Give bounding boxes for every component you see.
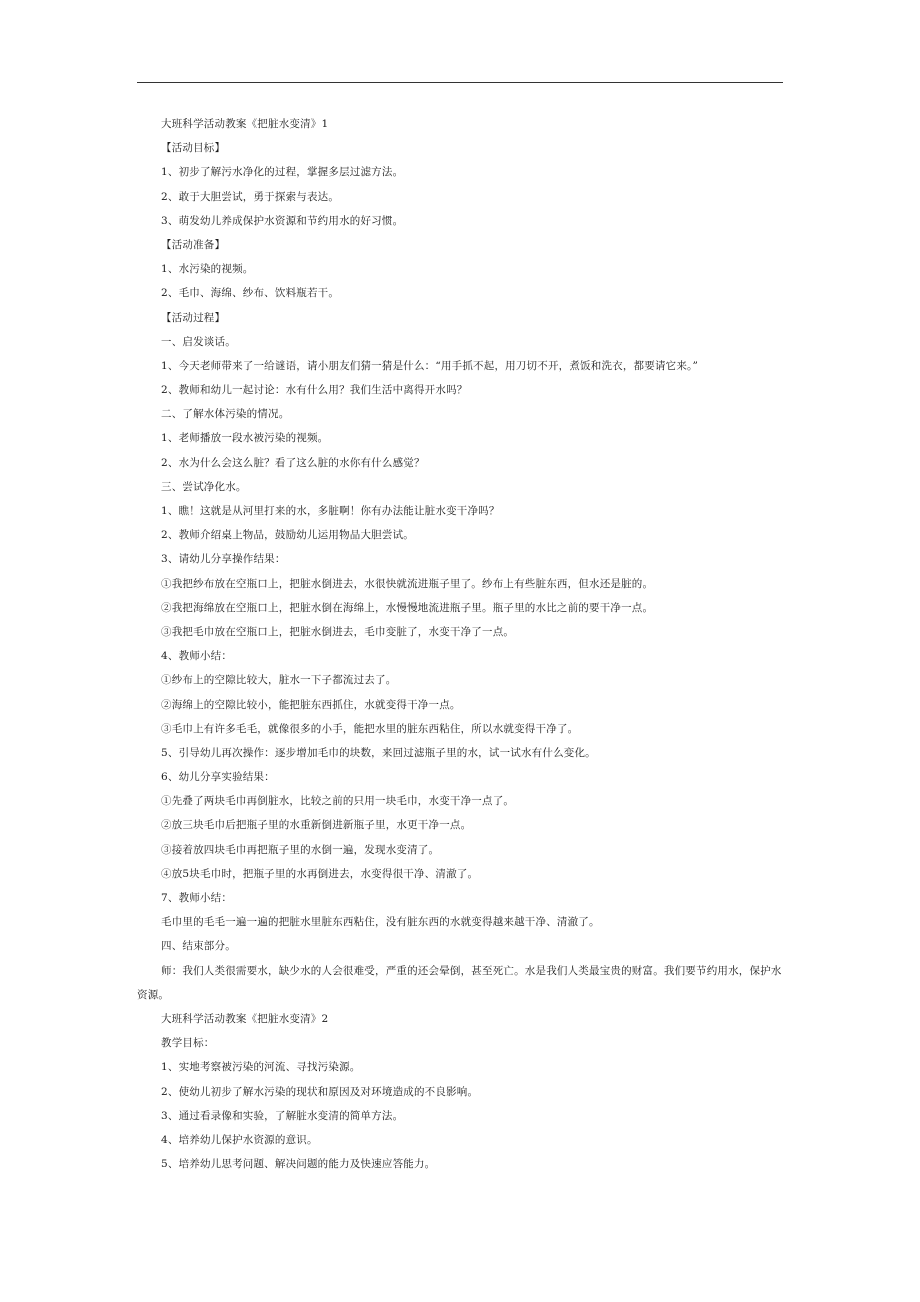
doc-line: ④放5块毛巾时，把瓶子里的水再倒进去，水变得很干净、清澈了。 xyxy=(161,867,479,880)
doc-line: 6、幼儿分享实验结果： xyxy=(161,771,275,784)
doc-line: 4、教师小结： xyxy=(161,650,233,663)
section-heading: 【活动过程】 xyxy=(161,311,226,324)
doc-line: 4、培养幼儿保护水资源的意识。 xyxy=(161,1133,318,1146)
doc-line: 1、实地考察被污染的河流、寻找污染源。 xyxy=(161,1061,361,1074)
doc-line: 毛巾里的毛毛一遍一遍的把脏水里脏东西粘住，没有脏东西的水就变得越来越干净、清澈了。 xyxy=(161,916,600,929)
doc-line: 1、老师播放一段水被污染的视频。 xyxy=(161,432,329,445)
doc-line: ①我把纱布放在空瓶口上，把脏水倒进去，水很快就流进瓶子里了。纱布上有些脏东西，但水还是脏的。 xyxy=(161,577,654,590)
doc-line: 1、初步了解污水净化的过程，掌握多层过滤方法。 xyxy=(161,166,404,179)
doc-line: 教学目标： xyxy=(161,1037,215,1050)
section-heading: 【活动目标】 xyxy=(161,142,226,155)
doc-line: 二、了解水体污染的情况。 xyxy=(161,408,290,421)
doc-line: 2、教师和幼儿一起讨论：水有什么用？我们生活中离得开水吗？ xyxy=(161,384,468,397)
doc-line: 3、萌发幼儿养成保护水资源和节约用水的好习惯。 xyxy=(161,214,404,227)
doc-line: 7、教师小结： xyxy=(161,892,233,904)
doc-line: ③我把毛巾放在空瓶口上，把脏水倒进去，毛巾变脏了，水变干净了一点。 xyxy=(161,625,515,638)
doc-line: ③接着放四块毛巾再把瓶子里的水倒一遍，发现水变清了。 xyxy=(161,843,440,856)
document-body xyxy=(137,112,783,1176)
header-rule xyxy=(137,82,783,83)
doc-line: 5、培养幼儿思考问题、解决问题的能力及快速应答能力。 xyxy=(161,1158,436,1171)
doc-line: 2、毛巾、海绵、纱布、饮料瓶若干。 xyxy=(161,287,340,300)
doc-line: 2、水为什么会这么脏？看了这么脏的水你有什么感觉？ xyxy=(161,456,425,469)
doc-line: ②我把海绵放在空瓶口上，把脏水倒在海绵上，水慢慢地流进瓶子里。瓶子里的水比之前的要干净一点。 xyxy=(161,601,654,614)
doc-line: 2、使幼儿初步了解水污染的现状和原因及对环境造成的不良影响。 xyxy=(161,1085,479,1098)
doc-line: 一、启发谈话。 xyxy=(161,335,236,348)
doc-line: ①先叠了两块毛巾再倒脏水，比较之前的只用一块毛巾，水变干净一点了。 xyxy=(161,795,515,808)
doc-line: ②放三块毛巾后把瓶子里的水重新倒进新瓶子里，水更干净一点。 xyxy=(161,819,472,832)
doc-line: 3、请幼儿分享操作结果： xyxy=(161,553,286,566)
doc-line: 1、今天老师带来了一给谜语，请小朋友们猜一猜是什么：“用手抓不起，用刀切不开，煮饭和洗衣，都要请它来。” xyxy=(161,359,699,372)
doc-line: 3、通过看录像和实验，了解脏水变清的简单方法。 xyxy=(161,1109,404,1122)
closing-paragraph: 师：我们人类很需要水，缺少水的人会很难受，严重的还会晕倒，甚至死亡。水是我们人类最宝贵的财富。我们要节约用水，保护水资源。 xyxy=(137,964,782,1001)
doc-line: 1、水污染的视频。 xyxy=(161,263,254,276)
doc-line: ③毛巾上有许多毛毛，就像很多的小手，能把水里的脏东西粘住，所以水就变得干净了。 xyxy=(161,722,579,735)
doc-line: 2、教师介绍桌上物品，鼓励幼儿运用物品大胆尝试。 xyxy=(161,529,414,542)
doc-line: 四、结束部分。 xyxy=(161,940,236,953)
doc-line: 1、瞧！这就是从河里打来的水，多脏啊！你有办法能让脏水变干净吗？ xyxy=(161,505,500,517)
doc-line: 5、引导幼儿再次操作：逐步增加毛巾的块数，来回过滤瓶子里的水，试一试水有什么变化。 xyxy=(161,746,596,759)
doc-line: ②海绵上的空隙比较小，能把脏东西抓住，水就变得干净一点。 xyxy=(161,698,461,711)
doc-line: 三、尝试净化水。 xyxy=(161,480,247,493)
doc-line: 2、敢于大胆尝试，勇于探索与表达。 xyxy=(161,190,340,203)
doc-title-1: 大班科学活动教案《把脏水变清》1 xyxy=(161,118,329,130)
doc-line: ①纱布上的空隙比较大，脏水一下子都流过去了。 xyxy=(161,674,397,687)
doc-title-2: 大班科学活动教案《把脏水变清》2 xyxy=(161,1012,329,1025)
section-heading: 【活动准备】 xyxy=(161,238,226,251)
